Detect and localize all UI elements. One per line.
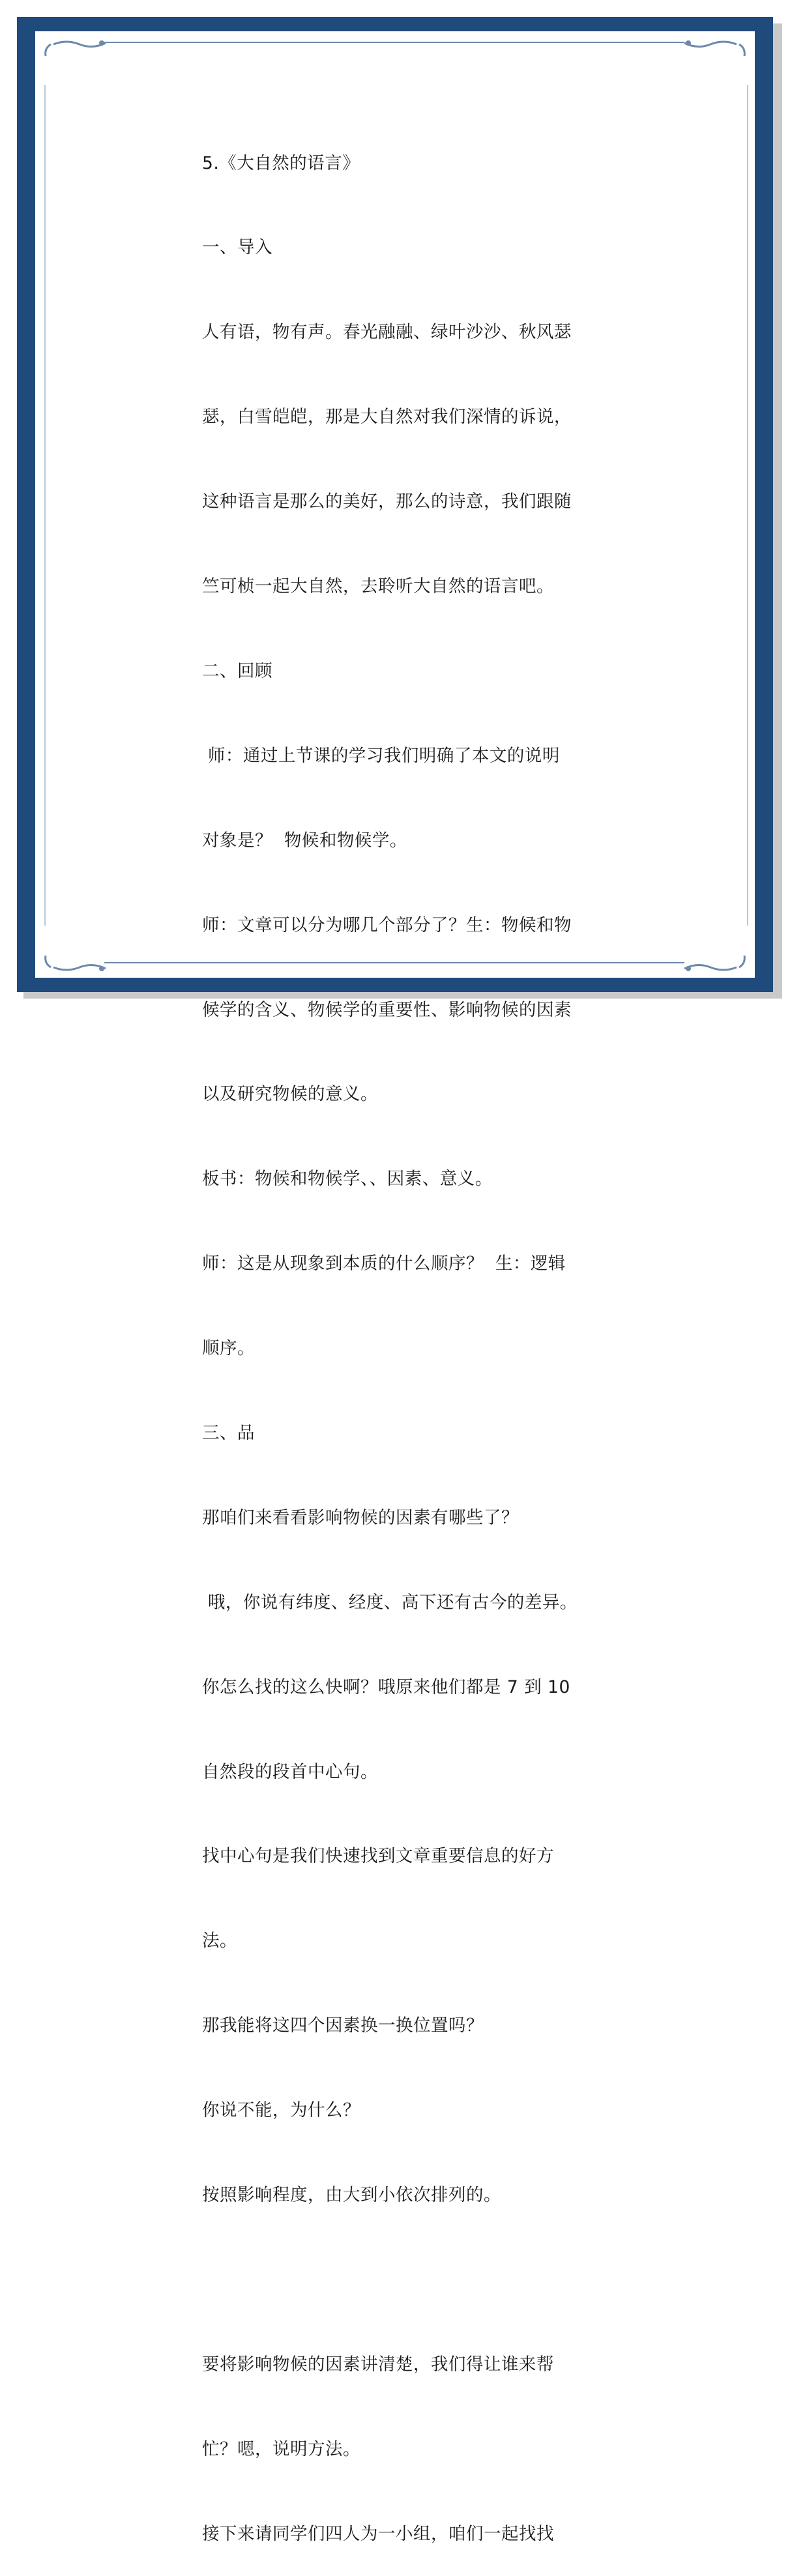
paragraph-line: 那咱们来看看影响物候的因素有哪些了？ <box>202 1507 519 1528</box>
paragraph-line: 你说不能，为什么？ <box>202 2100 360 2121</box>
paragraph-line: 忙？嗯，说明方法。 <box>202 2438 360 2459</box>
paragraph-line: 你怎么找的这么快啊？哦原来他们都是 7 到 10 <box>202 1676 570 1697</box>
paragraph-line: 对象是？ 物候和物候学。 <box>202 830 407 851</box>
paragraph-line: 师：这是从现象到本质的什么顺序？ 生：逻辑 <box>202 1253 566 1274</box>
paragraph-line: 按照影响程度，由大到小依次排列的。 <box>202 2184 501 2205</box>
lesson-title: 5.《大自然的语言》 <box>202 153 360 173</box>
paragraph-line: 师：文章可以分为哪几个部分了？生：物候和物 <box>202 915 572 935</box>
corner-ornament-bottom-left <box>40 943 112 975</box>
section-heading-intro: 一、导入 <box>202 237 272 258</box>
paragraph-line: 候学的含义、物候学的重要性、影响物候的因素 <box>202 999 572 1020</box>
paragraph-line: 自然段的段首中心句。 <box>202 1761 378 1782</box>
paragraph-line: 那我能将这四个因素换一换位置吗？ <box>202 2015 484 2036</box>
blank-line <box>202 2266 600 2294</box>
paragraph-line: 以及研究物候的意义。 <box>202 1084 378 1105</box>
paragraph-line: 瑟，白雪皑皑，那是大自然对我们深情的诉说， <box>202 407 572 428</box>
paragraph-line: 哦，你说有纬度、经度、高下还有古今的差异。 <box>202 1592 578 1613</box>
paragraph-line: 要将影响物候的因素讲清楚，我们得让谁来帮 <box>202 2354 554 2375</box>
left-ornament-rule <box>44 85 46 926</box>
paragraph-line: 板书：物候和物候学、、因素、意义。 <box>202 1169 493 1190</box>
corner-ornament-bottom-right <box>678 943 750 975</box>
right-ornament-rule <box>747 85 748 926</box>
corner-ornament-top-right <box>678 37 750 69</box>
paragraph-line: 顺序。 <box>202 1338 255 1359</box>
paragraph-line: 竺可桢一起大自然，去聆听大自然的语言吧。 <box>202 576 554 597</box>
paragraph-line: 找中心句是我们快速找到文章重要信息的好方 <box>202 1846 554 1867</box>
paragraph-line: 人有语，物有声。春光融融、绿叶沙沙、秋风瑟 <box>202 322 572 343</box>
document-body <box>202 93 600 2576</box>
section-heading-appreciate: 三、品 <box>202 1422 255 1443</box>
corner-ornament-top-left <box>40 37 112 69</box>
section-heading-review: 二、回顾 <box>202 660 272 681</box>
paragraph-line: 师：通过上节课的学习我们明确了本文的说明 <box>202 745 560 766</box>
paragraph-line: 这种语言是那么的美好，那么的诗意，我们跟随 <box>202 491 572 512</box>
top-ornament-rule <box>104 42 684 43</box>
paragraph-line: 接下来请同学们四人为一小组，咱们一起找找 <box>202 2523 554 2544</box>
paragraph-line: 法。 <box>202 1931 237 1952</box>
